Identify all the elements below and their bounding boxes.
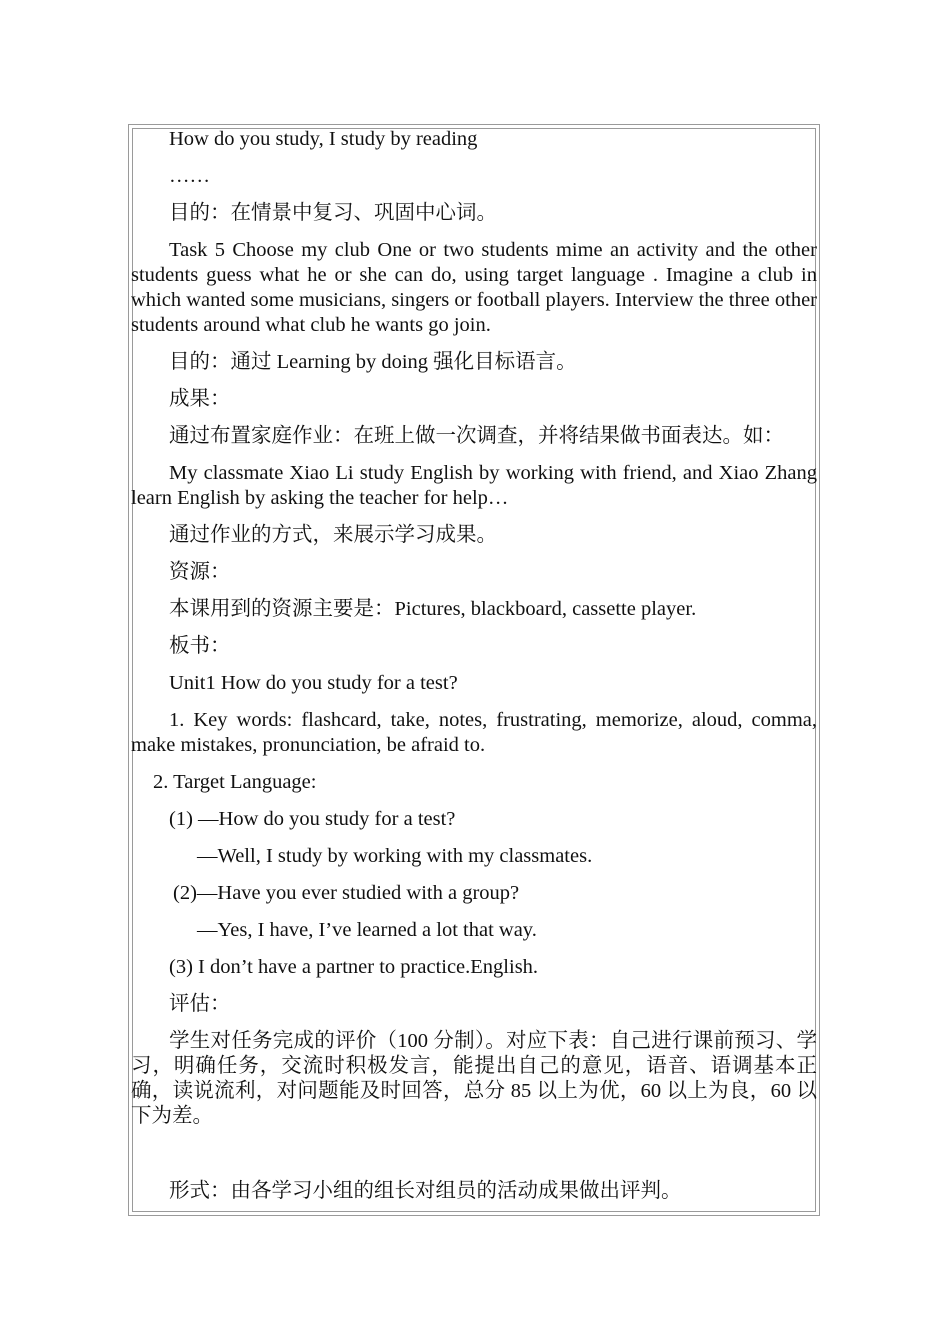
paragraph-dialogue-1q: (1) —How do you study for a test? [169,808,456,830]
paragraph-show-results: 通过作业的方式，来展示学习成果。 [169,524,497,546]
heading-results: 成果： [169,388,231,410]
paragraph-sentence-3: (3) I don’t have a partner to practice.English. [169,956,539,978]
paragraph-form: 形式：由各学习小组的组长对组员的活动成果做出评判。 [169,1180,682,1202]
heading-resources: 资源： [169,561,231,583]
paragraph-evaluation: 学生对任务完成的评价（100 分制）。对应下表：自己进行课前预习、学习，明确任务，交流时积极发言，能提出自己的意见，语音、语调基本正确，读说流利，对问题能及时回答，总分 85 以上为优，60 以上为良，60 以下为差。 [131,1030,817,1127]
paragraph-target-language: 2. Target Language: [153,771,317,793]
paragraph-dialogue-1a: —Well, I study by working with my classmates. [197,845,593,867]
paragraph-resources: 本课用到的资源主要是：Pictures, blackboard, cassette player. [169,598,697,620]
paragraph-homework: 通过布置家庭作业：在班上做一次调查，并将结果做书面表达。如： [169,425,784,447]
document-content [131,127,817,1216]
heading-blackboard: 板书： [169,635,231,657]
heading-evaluation: 评估： [169,993,231,1015]
paragraph-unit-title: Unit1 How do you study for a test? [169,672,458,694]
blank-space [131,1141,817,1179]
paragraph-key-words: 1. Key words: flashcard, take, notes, frustrating, memorize, aloud, comma, make mistakes, pronunciation, be afraid to. [131,709,817,756]
paragraph-task-5: Task 5 Choose my club One or two students mime an activity and the other students guess what he or she can do, using target language . Imagine a club in which wanted some musicians, singers or football players. Interview the three other students around what club he wants go join. [131,239,817,336]
paragraph-example: My classmate Xiao Li study English by working with friend, and Xiao Zhang learn English by asking the teacher for help… [131,462,817,509]
paragraph-dialogue-2q: (2)—Have you ever studied with a group? [173,882,520,904]
paragraph-study-reading: How do you study, I study by reading [169,128,478,150]
paragraph-ellipsis: …… [169,165,210,187]
paragraph-purpose-learning: 目的：通过 Learning by doing 强化目标语言。 [169,351,577,373]
paragraph-dialogue-2a: —Yes, I have, I’ve learned a lot that way. [197,919,537,941]
paragraph-purpose-review: 目的：在情景中复习、巩固中心词。 [169,202,497,224]
